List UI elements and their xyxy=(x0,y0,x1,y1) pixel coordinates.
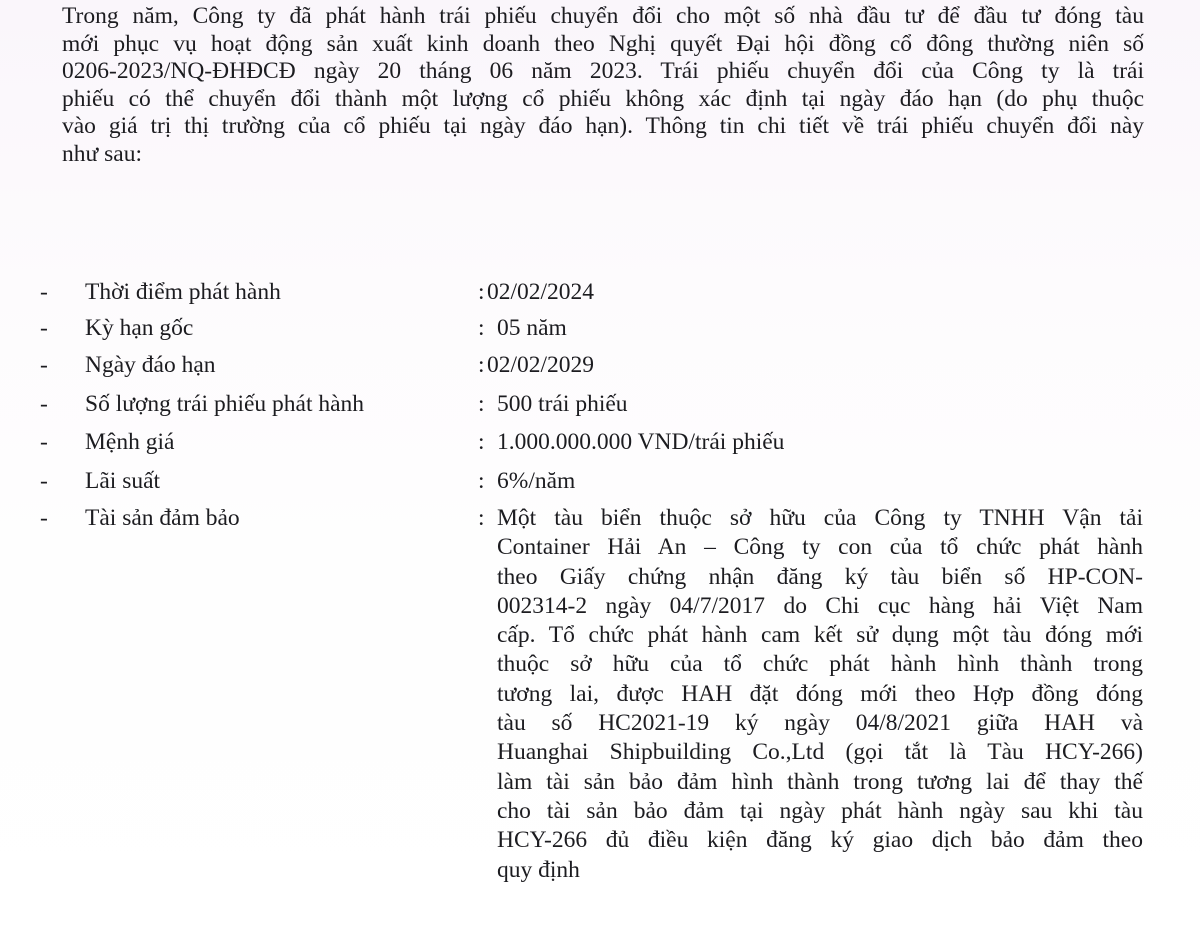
collateral-line: 002314-2 ngày 04/7/2017 do Chi cục hàng hải Việt Nam xyxy=(497,592,1143,619)
detail-label: Mệnh giá xyxy=(85,429,175,455)
intro-paragraph xyxy=(62,3,1144,168)
detail-separator: : xyxy=(478,279,485,305)
collateral-line: cấp. Tổ chức phát hành cam kết sử dụng một tàu đóng mới xyxy=(497,622,1143,649)
detail-separator: : xyxy=(478,352,485,378)
detail-value: 500 trái phiếu xyxy=(497,391,628,417)
collateral-line: Huanghai Shipbuilding Co.,Ltd (gọi tắt là Tàu HCY-266) xyxy=(497,739,1143,766)
collateral-line: tàu số HC2021-19 ký ngày 04/8/2021 giữa HAH và xyxy=(497,710,1143,737)
bullet-dash: - xyxy=(40,279,48,305)
detail-separator: : xyxy=(478,468,485,494)
collateral-line: làm tài sản bảo đảm hình thành trong tương lai để thay thế xyxy=(497,768,1143,795)
intro-line: mới phục vụ hoạt động sản xuất kinh doanh theo Nghị quyết Đại hội đồng cổ đông thường niên số xyxy=(62,30,1144,57)
detail-separator: : xyxy=(478,315,485,341)
detail-value: 6%/năm xyxy=(497,468,576,494)
collateral-line: theo Giấy chứng nhận đăng ký tàu biển số HP-CON- xyxy=(497,563,1143,590)
detail-label: Kỳ hạn gốc xyxy=(85,315,194,341)
detail-value: 02/02/2029 xyxy=(487,352,595,378)
collateral-description xyxy=(497,504,1143,885)
bullet-dash: - xyxy=(40,505,48,531)
intro-line: vào giá trị thị trường của cổ phiếu tại ngày đáo hạn). Thông tin chi tiết về trái phiếu chuyển đổi này xyxy=(62,113,1144,139)
collateral-line: HCY-266 đủ điều kiện đăng ký giao dịch bảo đảm theo xyxy=(497,827,1143,854)
collateral-line: quy định xyxy=(497,856,580,883)
collateral-line: cho tài sản bảo đảm tại ngày phát hành ngày sau khi tàu xyxy=(497,797,1143,824)
detail-label: Số lượng trái phiếu phát hành xyxy=(85,391,365,417)
collateral-line: tương lai, được HAH đặt đóng mới theo Hợp đồng đóng xyxy=(497,680,1143,707)
detail-separator: : xyxy=(478,505,485,531)
intro-line: 0206-2023/NQ-ĐHĐCĐ ngày 20 tháng 06 năm 2023. Trái phiếu chuyển đổi của Công ty là trái xyxy=(62,58,1144,84)
detail-value: 02/02/2024 xyxy=(487,279,595,305)
collateral-line: Container Hải An – Công ty con của tổ chức phát hành xyxy=(497,534,1143,561)
bullet-dash: - xyxy=(40,315,48,341)
collateral-line: Một tàu biển thuộc sở hữu của Công ty TNHH Vận tải xyxy=(497,505,1143,531)
detail-label: Tài sản đảm bảo xyxy=(85,505,240,531)
collateral-line: thuộc sở hữu của tổ chức phát hành hình thành trong xyxy=(497,651,1143,678)
detail-separator: : xyxy=(478,391,485,417)
intro-line: như sau: xyxy=(62,140,142,167)
bullet-dash: - xyxy=(40,468,48,494)
detail-separator: : xyxy=(478,429,485,455)
detail-label: Thời điểm phát hành xyxy=(85,279,281,305)
intro-line: Trong năm, Công ty đã phát hành trái phiếu chuyển đổi cho một số nhà đầu tư để đầu tư đóng tàu xyxy=(62,3,1144,29)
detail-label: Lãi suất xyxy=(85,468,161,494)
intro-line: phiếu có thể chuyển đổi thành một lượng cổ phiếu không xác định tại ngày đáo hạn (do phụ thuộc xyxy=(62,85,1144,112)
detail-value: 05 năm xyxy=(497,315,567,341)
bullet-dash: - xyxy=(40,352,48,378)
detail-label: Ngày đáo hạn xyxy=(85,352,216,378)
bullet-dash: - xyxy=(40,391,48,417)
detail-value: 1.000.000.000 VND/trái phiếu xyxy=(497,429,785,455)
bullet-dash: - xyxy=(40,429,48,455)
